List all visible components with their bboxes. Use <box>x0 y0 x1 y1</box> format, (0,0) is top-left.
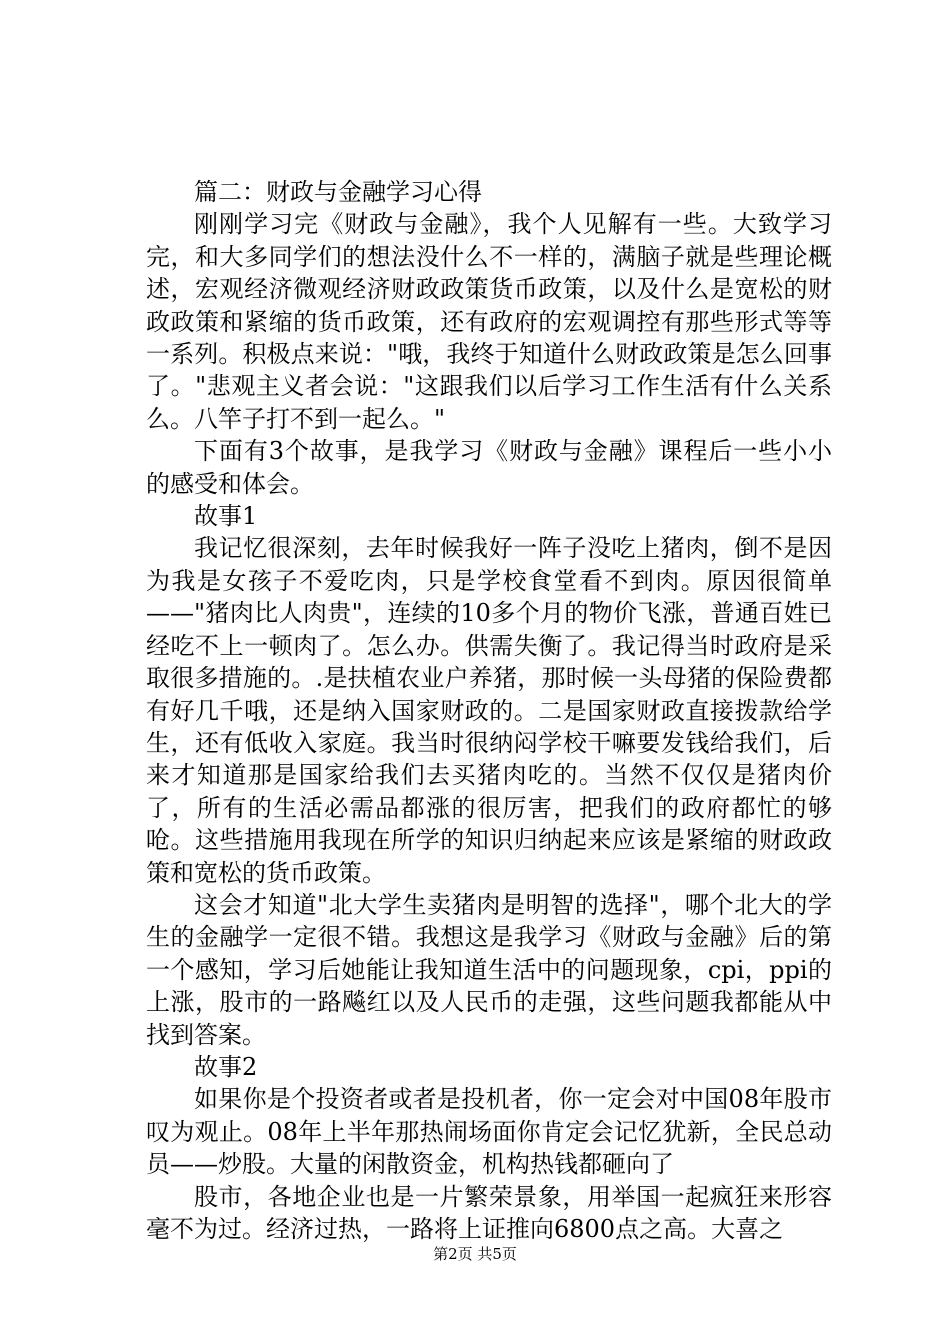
paragraph-stories-intro: 下面有3个故事，是我学习《财政与金融》课程后一些小小的感受和体会。 <box>146 437 832 498</box>
story-1-body: 我记忆很深刻，去年时候我好一阵子没吃上猪肉，倒不是因为我是女孩子不爱吃肉，只是学校食堂看不到肉。原因很简单——"猪肉比人肉贵"，连续的10多个月的物价飞涨，普通百姓已经吃不上一顿肉了。怎么办。供需失衡了。我记得当时政府是采取很多措施的。.是扶植农业户养猪，那时候一头母猪的保险费都有好几千哦，还是纳入国家财政的。二是国家财政直接拨款给学生，还有低收入家庭。我当时很纳闷学校干嘛要发钱给我们，后来才知道那是国家给我们去买猪肉吃的。当然不仅仅是猪肉价了，所有的生活必需品都涨的很厉害，把我们的政府都忙的够呛。这些措施用我现在所学的知识归纳起来应该是紧缩的财政政策和宽松的货币政策。 <box>146 534 832 887</box>
document-body <box>146 176 832 1245</box>
paragraph-intro: 刚刚学习完《财政与金融》，我个人见解有一些。大致学习完，和大多同学们的想法没什么不一样的，满脑子就是些理论概述，宏观经济微观经济财政政策货币政策，以及什么是宽松的财政政策和紧缩的货币政策，还有政府的宏观调控有那些形式等等一系列。积极点来说："哦，我终于知道什么财政政策是怎么回事了。"悲观主义者会说："这跟我们以后学习工作生活有什么关系么。八竿子打不到一起么。" <box>146 210 832 433</box>
story-1-title: 故事1 <box>194 502 258 531</box>
page-number-footer: 第2页 共5页 <box>433 1245 517 1263</box>
story-2-title: 故事2 <box>194 1052 258 1081</box>
section-heading: 篇二：财政与金融学习心得 <box>194 178 482 206</box>
story-2-continuation: 股市，各地企业也是一片繁荣景象，用举国一起疯狂来形容毫不为过。经济过热，一路将上证推向6800点之高。大喜之 <box>146 1182 832 1243</box>
story-1-reflection: 这会才知道"北大学生卖猪肉是明智的选择"，哪个北大的学生的金融学一定很不错。我想这是我学习《财政与金融》后的第一个感知，学习后她能让我知道生活中的问题现象，cpi，ppi的上涨，股市的一路飚红以及人民币的走强，这些问题我都能从中找到答案。 <box>146 890 832 1049</box>
story-2-body: 如果你是个投资者或者是投机者，你一定会对中国08年股市叹为观止。08年上半年那热闹场面你肯定会记忆犹新，全民总动员——炒股。大量的闲散资金，机构热钱都砸向了 <box>146 1085 832 1179</box>
